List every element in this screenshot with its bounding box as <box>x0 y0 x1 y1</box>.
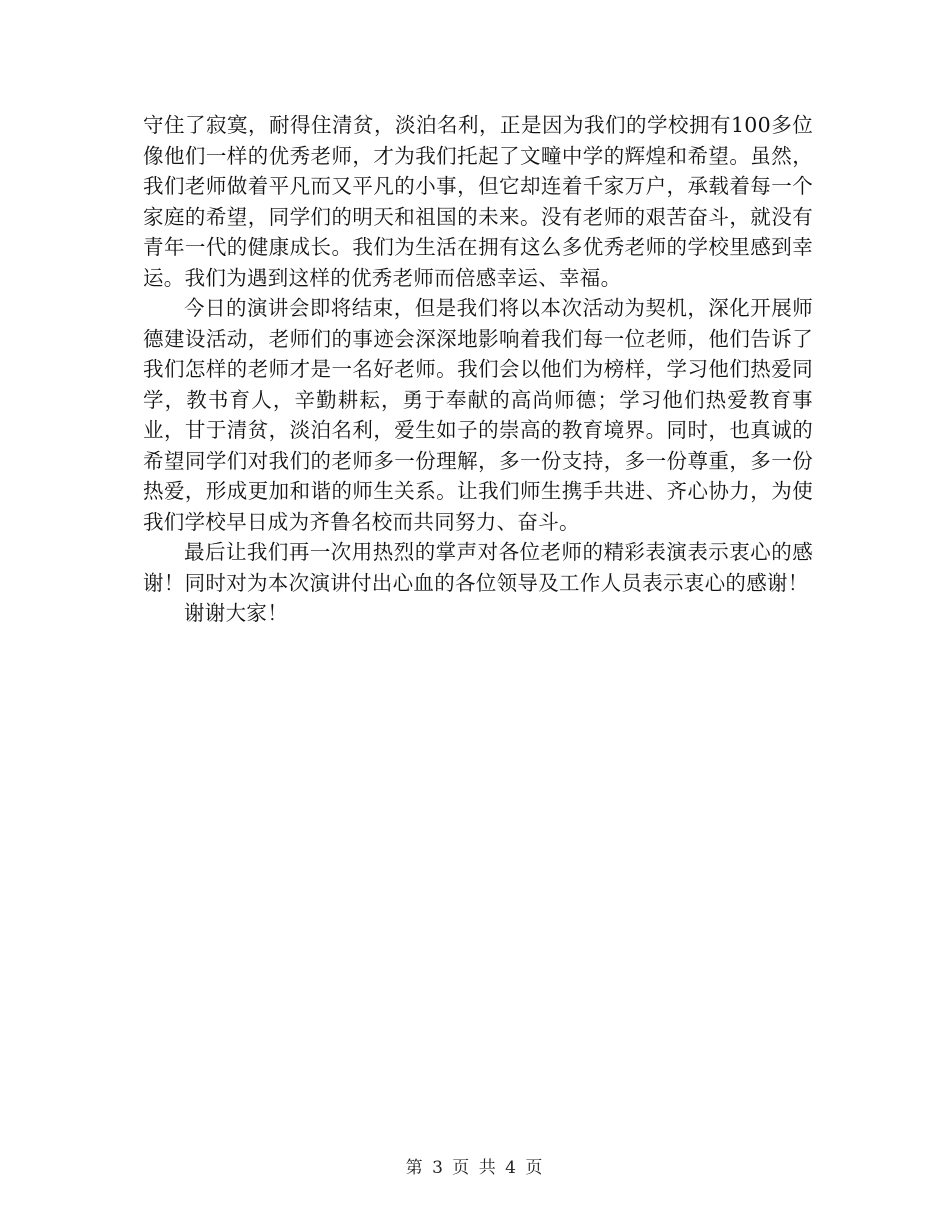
paragraph-thanks: 最后让我们再一次用热烈的掌声对各位老师的精彩表演表示衷心的感谢！同时对为本次演讲付出心血的各位领导及工作人员表示衷心的感谢！ <box>143 540 813 595</box>
document-body <box>143 110 813 629</box>
paragraph-thank-you-all: 谢谢大家！ <box>184 601 288 625</box>
paragraph-continuation: 守住了寂寞，耐得住清贫，淡泊名利，正是因为我们的学校拥有100多位像他们一样的优秀老师，才为我们托起了文疃中学的辉煌和希望。虽然，我们老师做着平凡而又平凡的小事，但它却连着千家万户，承载着每一个家庭的希望，同学们的明天和祖国的未来。没有老师的艰苦奋斗，就没有青年一代的健康成长。我们为生活在拥有这么多优秀老师的学校里感到幸运。我们为遇到这样的优秀老师而倍感幸运、幸福。 <box>143 113 813 290</box>
page-number-footer: 第 3 页 共 4 页 <box>405 1158 545 1178</box>
paragraph-closing-remarks: 今日的演讲会即将结束，但是我们将以本次活动为契机，深化开展师德建设活动，老师们的事迹会深深地影响着我们每一位老师，他们告诉了我们怎样的老师才是一名好老师。我们会以他们为榜样，学习他们热爱同学，教书育人，辛勤耕耘，勇于奉献的高尚师德；学习他们热爱教育事业，甘于清贫，淡泊名利，爱生如子的崇高的教育境界。同时，也真诚的希望同学们对我们的老师多一份理解，多一份支持，多一份尊重，多一份热爱，形成更加和谐的师生关系。让我们师生携手共进、齐心协力，为使我们学校早日成为齐鲁名校而共同努力、奋斗。 <box>143 296 813 534</box>
